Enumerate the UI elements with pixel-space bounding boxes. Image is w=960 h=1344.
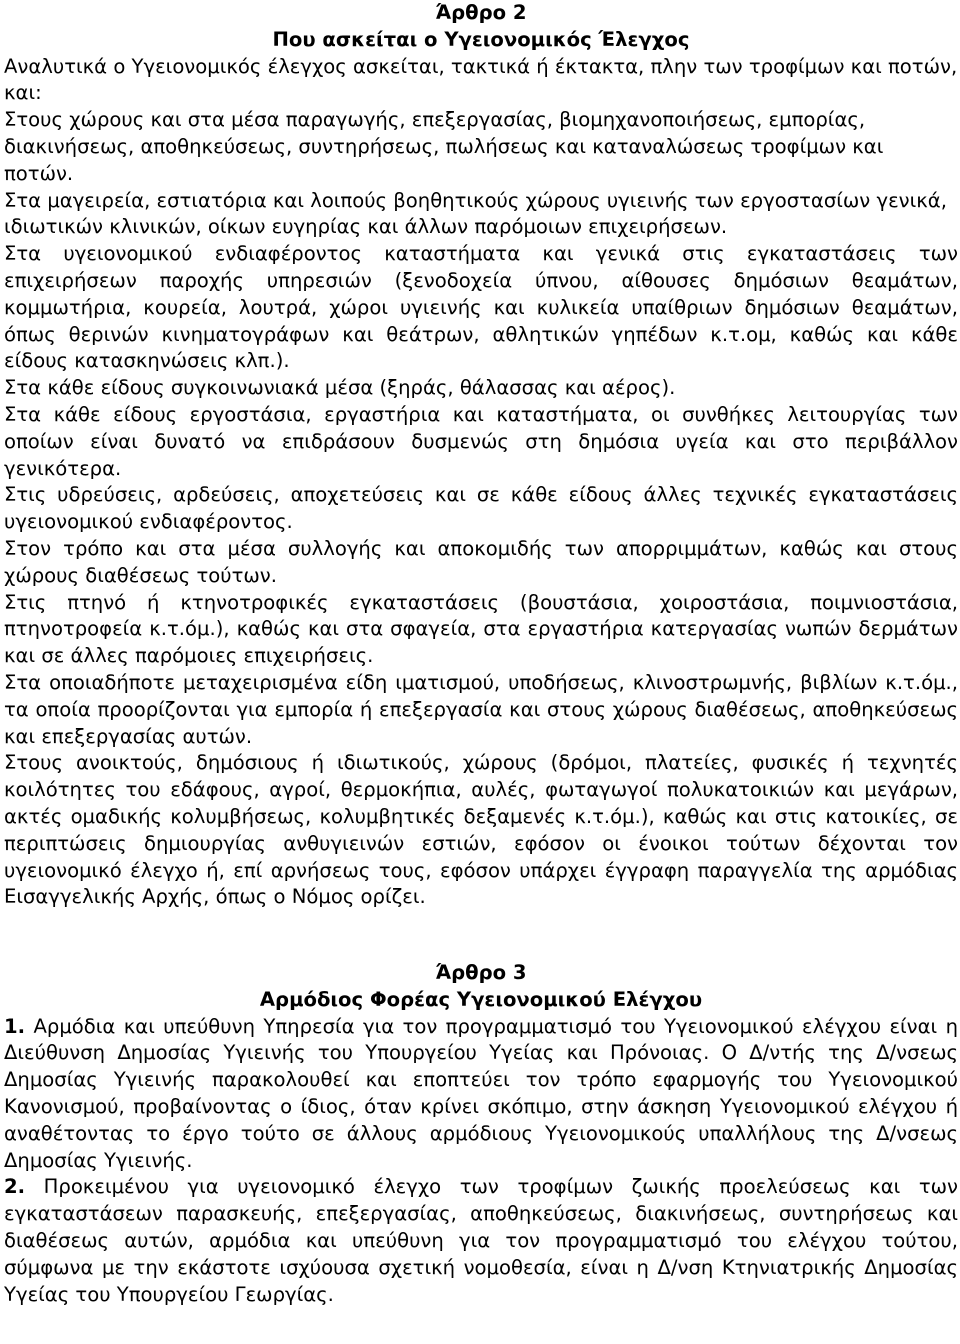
article-2-intro: Αναλυτικά ο Υγειονομικός έλεγχος ασκείται, τακτικά ή έκτακτα, πλην των τροφίμων και ποτών, και:: [4, 54, 958, 105]
article-2: [4, 0, 958, 911]
item-number: 1.: [4, 1014, 26, 1038]
article-2-paragraph: Στον τρόπο και στα μέσα συλλογής και αποκομιδής των απορριμμάτων, καθώς και στους χώρους διαθέσεως τούτων.: [4, 536, 958, 587]
article-2-paragraph: Στα μαγειρεία, εστιατόρια και λοιπούς βοηθητικούς χώρους υγιεινής των εργοστασίων γενικά, ιδιωτικών κλινικών, οίκων ευγηρίας και άλλων παρόμοιων επιχειρήσεων.: [4, 188, 947, 239]
article-2-paragraph: Στις πτηνό ή κτηνοτροφικές εγκαταστάσεις (βουστάσια, χοιροστάσια, ποιμνιοστάσια, πτηνοτροφεία κ.τ.όμ.), καθώς και στα σφαγεία, στα εργαστήρια κατεργασίας νωπών δερμάτων και σε άλλες παρόμοιες επιχειρήσεις.: [4, 590, 958, 668]
item-text: Αρμόδια και υπεύθυνη Υπηρεσία για τον προγραμματισμό του Υγειονομικού ελέγχου είναι η Διεύθυνση Δημοσίας Υγιεινής του Υπουργείου Υγείας και Πρόνοιας. Ο Δ/ντής της Δ/νσεως Δημοσίας Υγιεινής παρακολουθεί και εποπτεύει τον τρόπο εφαρμογής του Υγειονομικού Κανονισμού, προβαίνοντας ο ίδιος, όταν κρίνει σκόπιμο, στην άσκηση Υγειονομικού ελέγχου ή αναθέτοντας το έργο τούτο σε άλλους αρμόδιους Υγειονομικούς υπαλλήλους της Δ/νσεως Δημοσίας Υγιεινής.: [4, 1014, 958, 1172]
document-page: [4, 0, 958, 1308]
item-number: 2.: [4, 1175, 26, 1199]
article-3-number: Άρθρο 3: [435, 961, 527, 985]
item-text: Προκειμένου για υγειονομικό έλεγχο των τροφίμων ζωικής προελεύσεως και των εγκαταστάσεων παρασκευής, επεξεργασίας, αποθηκεύσεως, διακινήσεως, συντηρήσεως και διαθέσεως αυτών, αρμόδια και υπεύθυνη για τον προγραμματισμό του ελέγχου τούτου, σύμφωνα με την εκάστοτε ισχύουσα σχετική νομοθεσία, είναι η Δ/νση Κτηνιατρικής Δημοσίας Υγείας του Υπουργείου Γεωργίας.: [4, 1175, 958, 1306]
article-3-item-2: [4, 1174, 958, 1308]
article-2-number: Άρθρο 2: [435, 1, 527, 24]
article-2-paragraph: Στα οποιαδήποτε μεταχειρισμένα είδη ιματισμού, υποδήσεως, κλινοστρωμνής, βιβλίων κ.τ.όμ., τα οποία προορίζονται για εμπορία ή επεξεργασία και στους χώρους διαθέσεως, αποθηκεύσεως και επεξεργασίας αυτών.: [4, 670, 958, 748]
article-2-paragraph: Στους ανοικτούς, δημόσιους ή ιδιωτικούς, χώρους (δρόμοι, πλατείες, φυσικές ή τεχνητές κοιλότητες του εδάφους, αγροί, θερμοκήπια, αυλές, φωταγωγοί πολυκατοικιών και μεγάρων, ακτές ομαδικής κολυμβήσεως, κολυμβητικές δεξαμενές κ.τ.όμ.), καθώς και στις κατοικίες, σε περιπτώσεις δημιουργίας ανθυγιεινών εστιών, εφόσον οι ένοικοι τούτων δέχονται τον υγειονομικό έλεγχο ή, επί αρνήσεως τους, εφόσον υπάρχει έγγραφη παραγγελία της αρμόδιας Εισαγγελικής Αρχής, όπως ο Νόμος ορίζει.: [4, 751, 958, 909]
article-3: [4, 960, 958, 1308]
article-2-paragraph: Στις υδρεύσεις, αρδεύσεις, αποχετεύσεις και σε κάθε είδους άλλες τεχνικές εγκαταστάσεις υγειονομικού ενδιαφέροντος.: [4, 483, 958, 534]
section-spacer: [4, 911, 958, 960]
article-2-paragraph: Στα κάθε είδους εργοστάσια, εργαστήρια και καταστήματα, οι συνθήκες λειτουργίας των οποίων είναι δυνατό να επιδράσουν δυσμενώς στη δημόσια υγεία και στο περιβάλλον γενικότερα.: [4, 402, 958, 480]
article-2-paragraph: Στους χώρους και στα μέσα παραγωγής, επεξεργασίας, βιομηχανοποιήσεως, εμπορίας, διακινήσεως, αποθηκεύσεως, συντηρήσεως, πωλήσεως και καταναλώσεως τροφίμων και ποτών.: [4, 108, 884, 185]
article-3-title: Αρμόδιος Φορέας Υγειονομικού Ελέγχου: [259, 987, 703, 1011]
article-3-item-1: [4, 1014, 958, 1175]
article-2-title: Που ασκείται ο Υγειονομικός Έλεγχος: [272, 27, 690, 51]
article-2-paragraph: Στα υγειονομικού ενδιαφέροντος καταστήματα και γενικά στις εγκαταστάσεις των επιχειρήσεων παροχής υπηρεσιών (ξενοδοχεία ύπνου, αίθουσες δημόσιων θεαμάτων, κομμωτήρια, κουρεία, λουτρά, χώροι υγιεινής και κυλικεία υπαίθριων δημόσιων θεαμάτων, όπως θερινών κινηματογράφων και θεάτρων, αθλητικών γηπέδων κ.τ.ομ, καθώς και κάθε είδους κατασκηνώσεις κλπ.).: [4, 242, 958, 373]
article-2-paragraph: Στα κάθε είδους συγκοινωνιακά μέσα (ξηράς, θάλασσας και αέρος).: [4, 376, 676, 400]
